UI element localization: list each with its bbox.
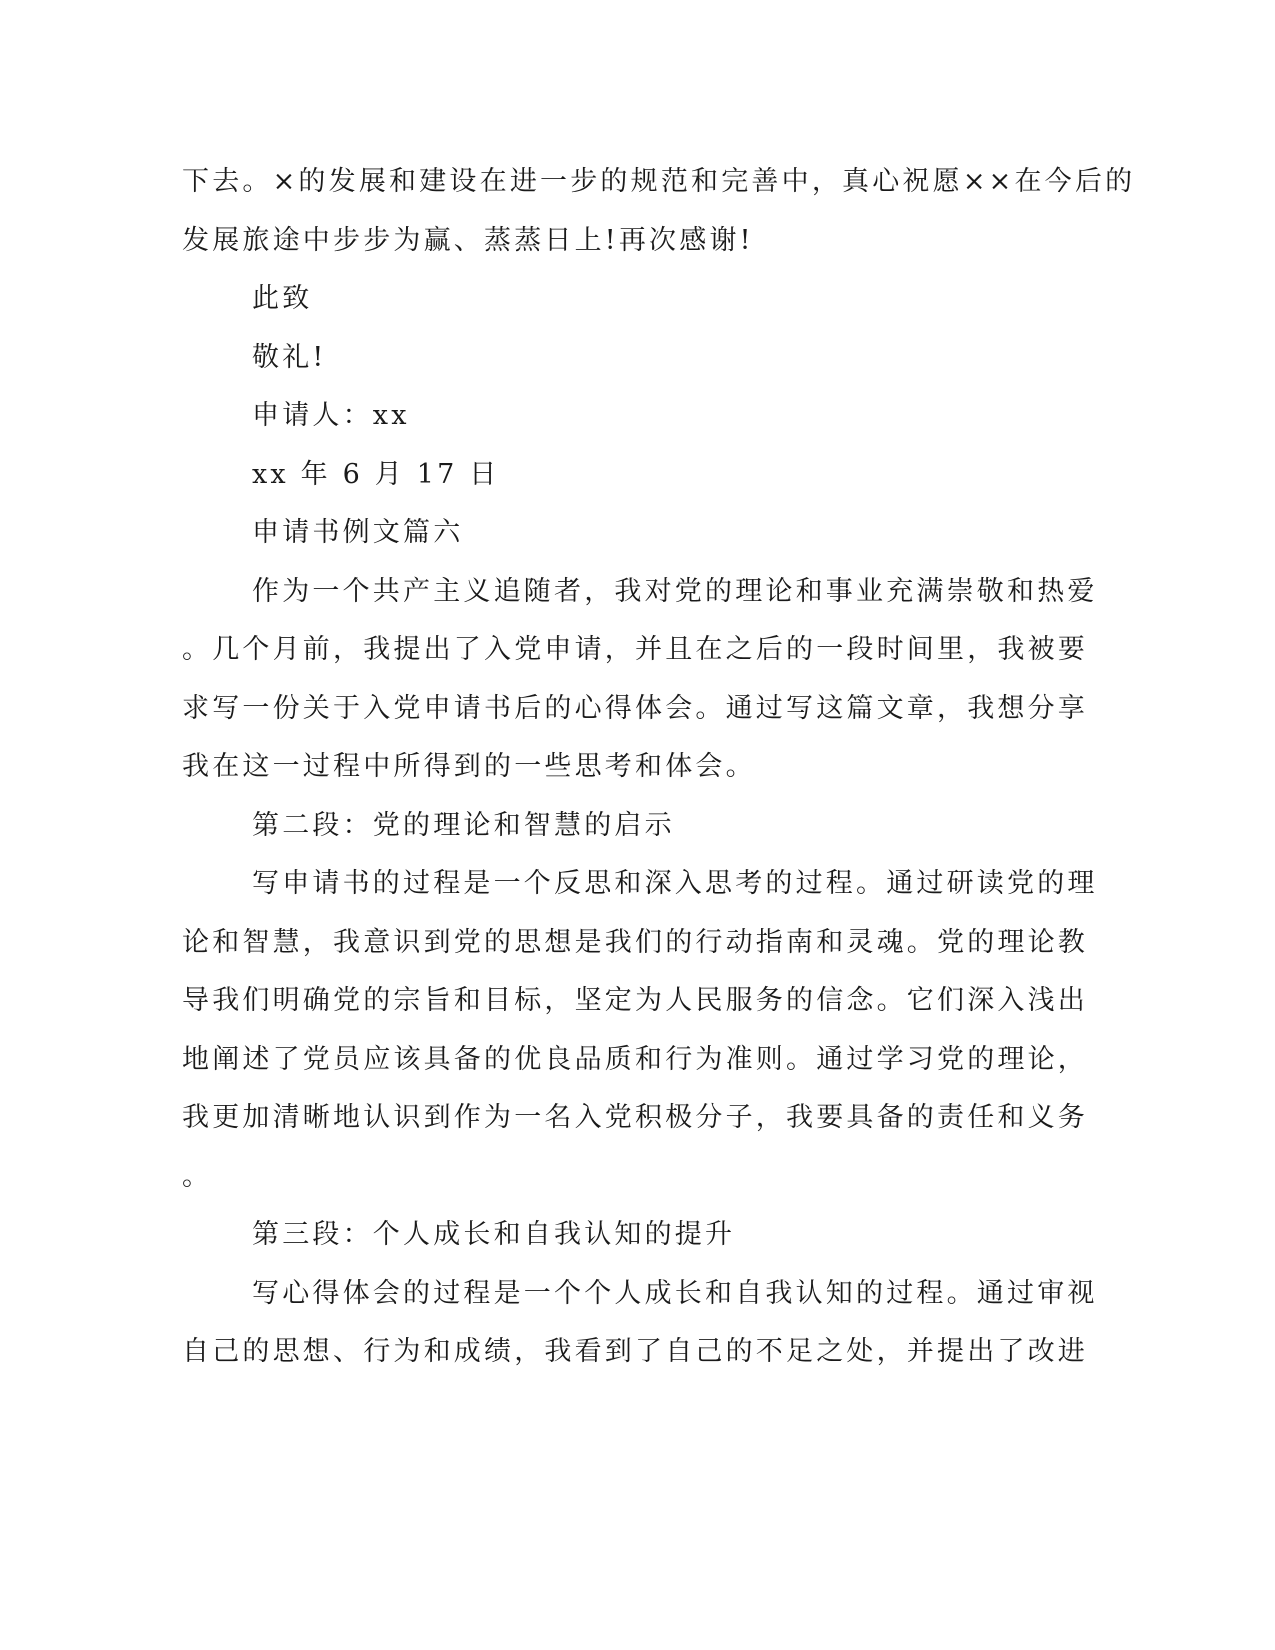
body-text-line: 作为一个共产主义追随者，我对党的理论和事业充满崇敬和热爱 [252, 576, 1098, 607]
body-text-line: 论和智慧，我意识到党的思想是我们的行动指南和灵魂。党的理论教 [182, 927, 1088, 958]
section-title: 申请书例文篇六 [252, 517, 464, 548]
salutation-line: 此致 [252, 283, 313, 314]
body-text-line: 地阐述了党员应该具备的优良品质和行为准则。通过学习党的理论， [182, 1044, 1088, 1075]
body-text-line: 导我们明确党的宗旨和目标，坚定为人民服务的信念。它们深入浅出 [182, 985, 1088, 1016]
section-heading: 第三段：个人成长和自我认知的提升 [252, 1219, 736, 1250]
body-text-line: 。几个月前，我提出了入党申请，并且在之后的一段时间里，我被要 [182, 634, 1088, 665]
body-text-line: 我在这一过程中所得到的一些思考和体会。 [182, 751, 756, 782]
body-text-line: 写申请书的过程是一个反思和深入思考的过程。通过研读党的理 [252, 868, 1098, 899]
body-text-line: 发展旅途中步步为赢、蒸蒸日上!再次感谢! [182, 225, 754, 256]
body-text-line: 。 [182, 1161, 213, 1192]
body-text-line: 求写一份关于入党申请书后的心得体会。通过写这篇文章，我想分享 [182, 693, 1088, 724]
body-text-line: 下去。×的发展和建设在进一步的规范和完善中，真心祝愿××在今后的 [182, 166, 1136, 197]
date-line: xx 年 6 月 17 日 [252, 459, 500, 490]
body-text-line: 自己的思想、行为和成绩，我看到了自己的不足之处，并提出了改进 [182, 1336, 1088, 1367]
closing-line: 敬礼! [252, 342, 327, 373]
section-heading: 第二段：党的理论和智慧的启示 [252, 810, 675, 841]
body-text-line: 写心得体会的过程是一个个人成长和自我认知的过程。通过审视 [252, 1278, 1098, 1309]
body-text-line: 我更加清晰地认识到作为一名入党积极分子，我要具备的责任和义务 [182, 1102, 1088, 1133]
applicant-line: 申请人：xx [252, 400, 410, 431]
